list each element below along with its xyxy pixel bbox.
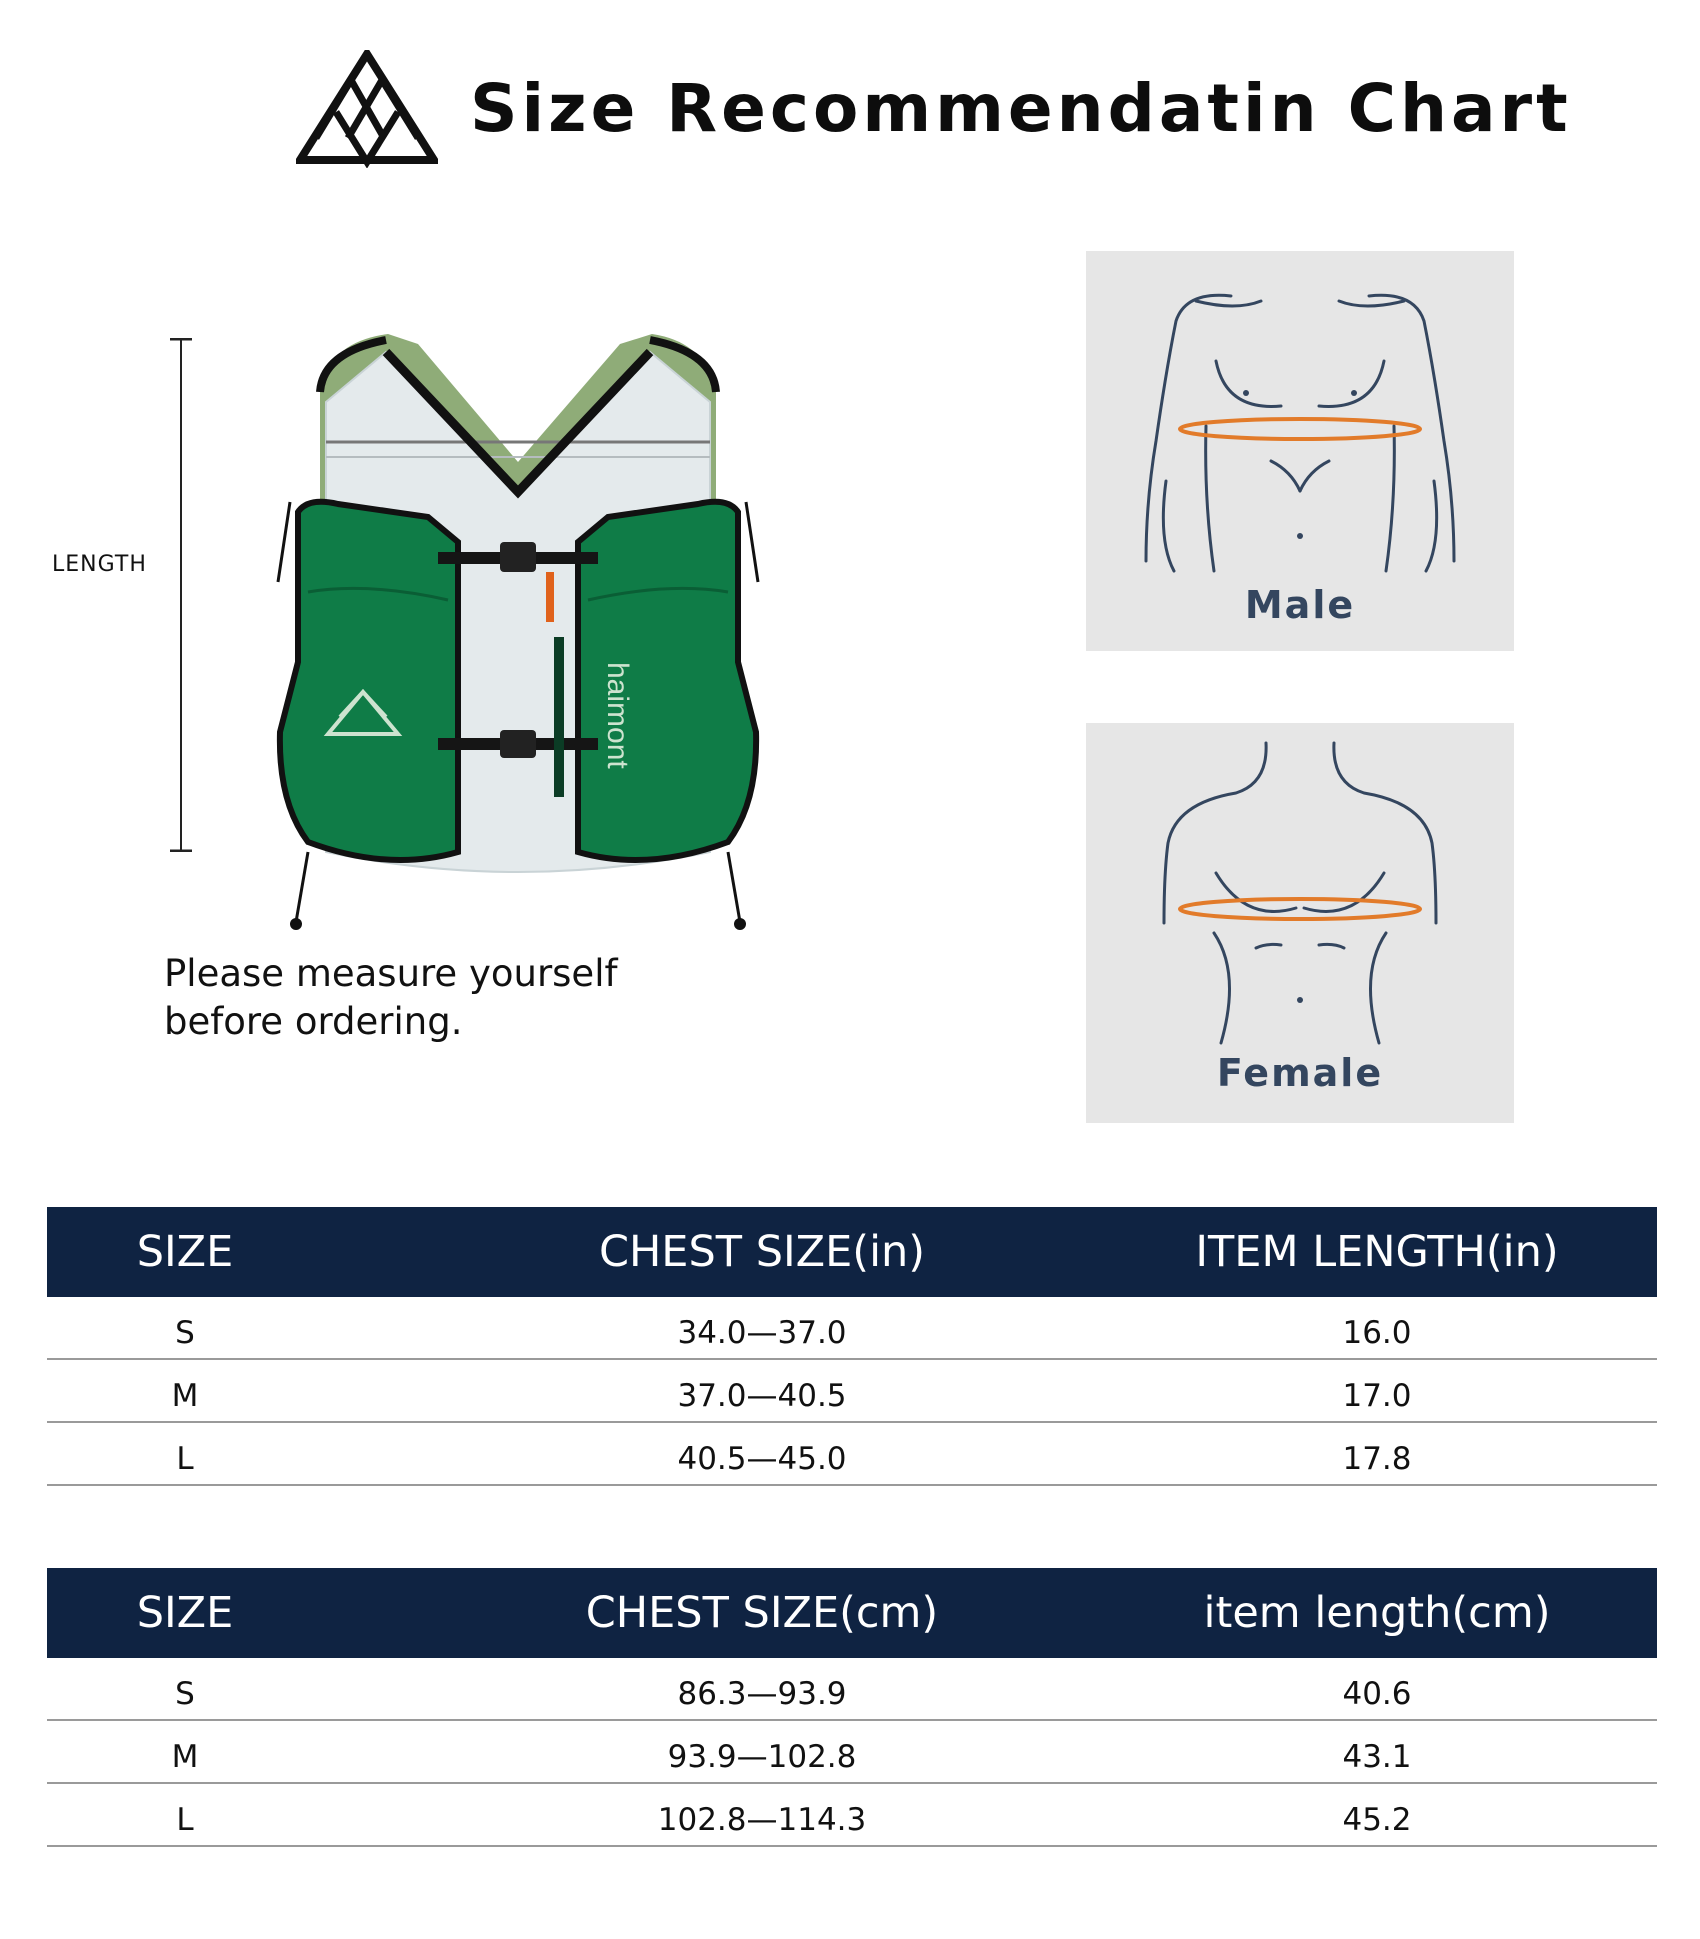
male-label: Male xyxy=(1244,583,1356,627)
cell-chest: 34.0—37.0 xyxy=(677,1315,847,1351)
header-size: SIZE xyxy=(136,1588,234,1638)
length-label: LENGTH xyxy=(52,552,147,577)
cell-size: M xyxy=(171,1739,199,1775)
cell-size: M xyxy=(171,1378,199,1414)
table-row xyxy=(47,1423,1657,1486)
cell-length: 40.6 xyxy=(1342,1676,1412,1712)
table-row xyxy=(47,1297,1657,1360)
header-item-length: ITEM LENGTH(in) xyxy=(1195,1227,1559,1277)
cell-size: S xyxy=(175,1315,195,1351)
cell-length: 17.0 xyxy=(1342,1378,1412,1414)
cell-length: 45.2 xyxy=(1342,1802,1412,1838)
header-chest-size: CHEST SIZE(in) xyxy=(598,1227,926,1277)
cell-size: S xyxy=(175,1676,195,1712)
table-row xyxy=(47,1784,1657,1847)
cell-length: 17.8 xyxy=(1342,1441,1412,1477)
size-table-cm xyxy=(47,1568,1657,1847)
table-row xyxy=(47,1360,1657,1423)
male-figure-panel xyxy=(1086,251,1514,651)
length-measure-line xyxy=(170,338,192,852)
female-figure-panel xyxy=(1086,723,1514,1123)
brand-logo-icon xyxy=(296,50,438,168)
measure-note xyxy=(164,950,684,1046)
measure-note-line-1: Please measure yourself xyxy=(164,952,618,995)
cell-length: 43.1 xyxy=(1342,1739,1412,1775)
cell-chest: 102.8—114.3 xyxy=(657,1802,867,1838)
table-header xyxy=(47,1568,1657,1658)
female-label: Female xyxy=(1216,1051,1384,1095)
cell-size: L xyxy=(176,1441,194,1477)
vest-brand-text: haimont xyxy=(601,662,634,769)
measure-note-line-2: before ordering. xyxy=(164,1000,463,1043)
table-row xyxy=(47,1721,1657,1784)
cell-chest: 37.0—40.5 xyxy=(677,1378,847,1414)
header-item-length: item length(cm) xyxy=(1203,1588,1551,1638)
cell-size: L xyxy=(176,1802,194,1838)
header-size: SIZE xyxy=(136,1227,234,1277)
cell-length: 16.0 xyxy=(1342,1315,1412,1351)
cell-chest: 40.5—45.0 xyxy=(677,1441,847,1477)
cell-chest: 93.9—102.8 xyxy=(667,1739,857,1775)
size-table-inches xyxy=(47,1207,1657,1486)
table-row xyxy=(47,1658,1657,1721)
header-chest-size: CHEST SIZE(cm) xyxy=(585,1588,939,1638)
page-title: Size Recommendatin Chart xyxy=(470,70,1572,147)
vest-product-image xyxy=(268,332,768,952)
table-header xyxy=(47,1207,1657,1297)
cell-chest: 86.3—93.9 xyxy=(677,1676,847,1712)
